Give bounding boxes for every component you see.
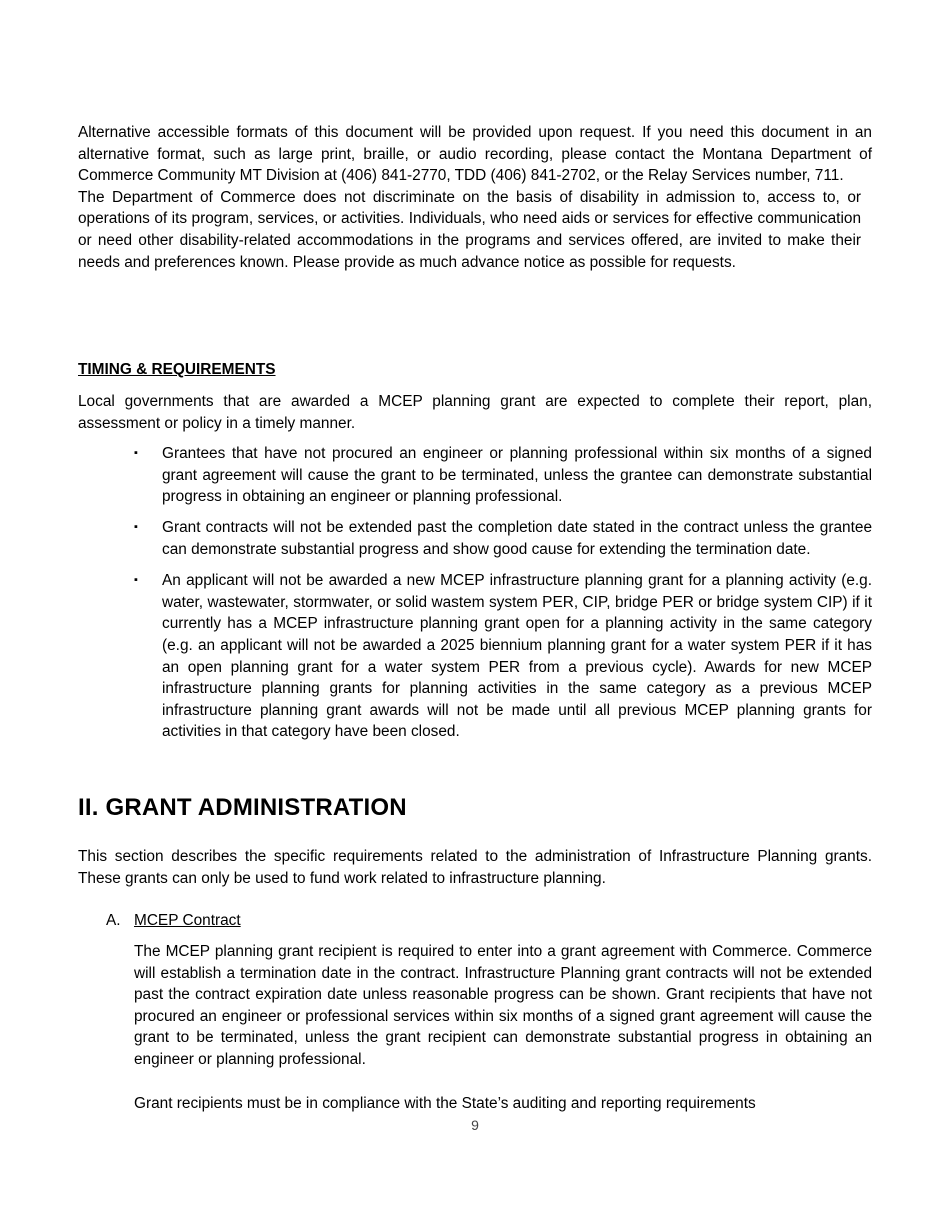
non-discrimination-paragraph: The Department of Commerce does not discriminate on the basis of disability in admission to, access to, or operations of its program, services, or activities. Individuals, who need aids or services for effective communication or need other disability-related accommodations in the programs and services offered, are invited to make their needs and preferences known. Please provide as much advance notice as possible for requests.: [78, 188, 861, 271]
list-item: [78, 443, 872, 508]
bullet-text: Grantees that have not procured an engineer or planning professional within six months of a signed grant agreement will cause the grant to be terminated, unless the grantee can demonstrate substantial progress in obtaining an engineer or planning professional.: [162, 445, 872, 506]
timing-bullet-list: [78, 443, 872, 753]
bullet-text: Grant contracts will not be extended past the completion date stated in the contract unless the grantee can demonstrate substantial progress and show good cause for extending the termination date.: [162, 519, 872, 558]
timing-intro: [78, 391, 872, 434]
subsection-a-heading: [106, 910, 241, 932]
bullet-text: An applicant will not be awarded a new MCEP infrastructure planning grant for a planning activity (e.g. water, wastewater, stormwater, or solid wastem system PER, CIP, bridge PER or bridge system CIP) if it currently has a MCEP infrastructure planning grant open for a planning activity in the same category (e.g. an applicant will not be awarded a 2025 biennium planning grant for a water system PER if it has an open planning grant for a water system PER from a previous cycle). Awards for new MCEP infrastructure planning grants for planning activities in the same category as a previous MCEP infrastructure planning grant awards will not be made until all previous MCEP planning grants for activities in that category have been closed.: [162, 572, 872, 741]
mcep-contract-paragraph: The MCEP planning grant recipient is required to enter into a grant agreement with Commerce. Commerce will establish a termination date in the contract. Infrastructure Planning grant contracts will not be extended past the contract expiration date unless reasonable progress can be shown. Grant recipients that have not procured an engineer or professional services within six months of a signed grant agreement will cause the grant to be terminated, unless the grant recipient can demonstrate substantial progress in obtaining an engineer or planning professional.: [134, 943, 872, 1068]
section-intro: [78, 846, 872, 889]
accessibility-notice: [78, 122, 872, 273]
timing-intro-text: Local governments that are awarded a MCEP planning grant are expected to complete their report, plan, assessment or policy in a timely manner.: [78, 393, 872, 432]
subsection-title: MCEP Contract: [134, 912, 241, 929]
section-intro-text: This section describes the specific requirements related to the administration of Infrastructure Planning grants. These grants can only be used to fund work related to infrastructure planning.: [78, 848, 872, 887]
square-bullet-icon: ▪: [134, 521, 138, 534]
subsection-letter: A.: [106, 912, 121, 929]
compliance-paragraph: Grant recipients must be in compliance with the State’s auditing and reporting requirements: [134, 1095, 756, 1112]
accessible-formats-paragraph: Alternative accessible formats of this document will be provided upon request. If you need this document in an alternative format, such as large print, braille, or audio recording, please contact the Montana Department of Commerce Community MT Division at (406) 841-2770, TDD (406) 841-2702, or the Relay Services number, 711.: [78, 124, 872, 185]
grant-administration-heading: II. GRANT ADMINISTRATION: [78, 794, 407, 821]
list-item: [78, 570, 872, 743]
page-number: 9: [471, 1117, 479, 1133]
timing-requirements-heading: TIMING & REQUIREMENTS: [78, 361, 276, 378]
list-item: [78, 517, 872, 560]
square-bullet-icon: ▪: [134, 447, 138, 459]
square-bullet-icon: ▪: [134, 574, 138, 587]
